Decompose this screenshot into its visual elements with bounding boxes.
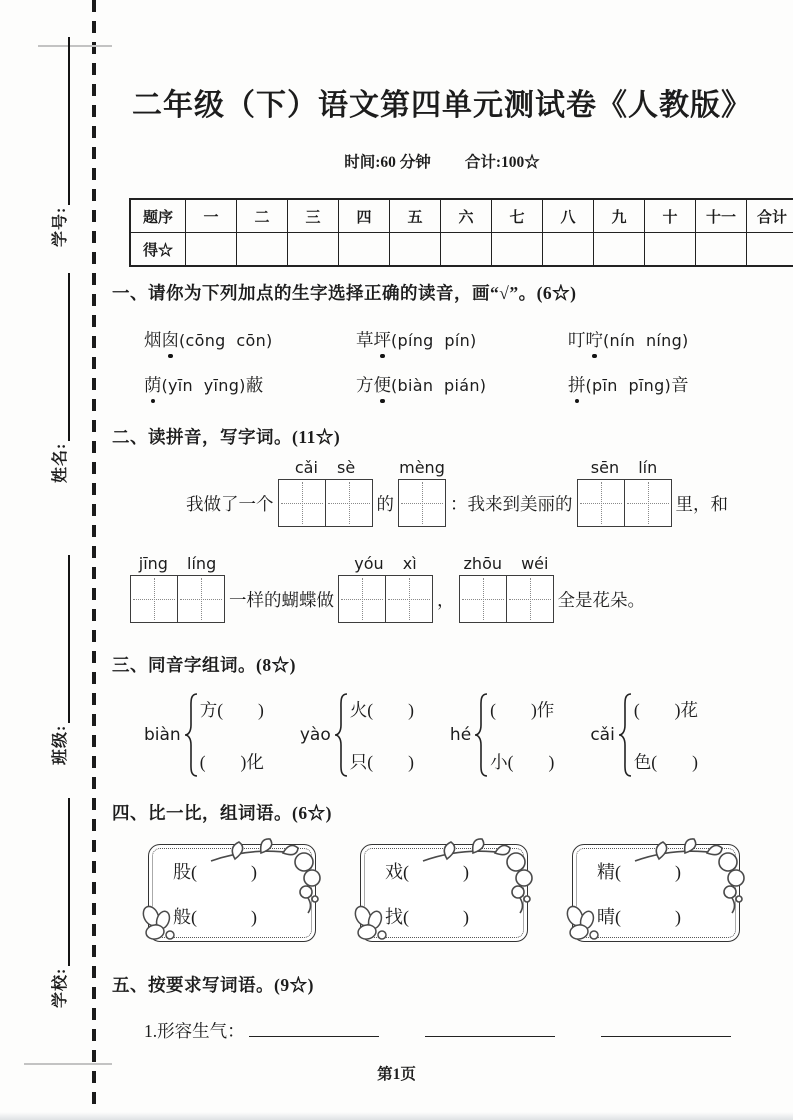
q1-word-suffix: 蔽 (245, 375, 264, 395)
score-table-col-header: 二 (237, 200, 288, 233)
writing-cell (624, 480, 671, 526)
writing-cell (385, 576, 432, 622)
q4-compare-box (572, 844, 740, 942)
score-label-cell: 得☆ (131, 233, 186, 266)
q1-word-prefix: 叮 (568, 330, 586, 350)
q1-dotted-char: 荫 (144, 375, 162, 395)
q1-word-item (144, 327, 356, 352)
q2-heading: 二、读拼音，写字词。(11☆) (112, 427, 341, 447)
score-table-col-header: 四 (339, 200, 390, 233)
margin-blank-student-name (49, 273, 70, 441)
margin-label-class: 班级: (52, 724, 69, 765)
q3-word-blank-bottom: 只( ) (349, 751, 414, 772)
q2-writing-grid (459, 575, 554, 623)
q4-heading: 四、比一比，组词语。(6☆) (112, 803, 332, 823)
q3-pinyin-label: hé (449, 725, 472, 745)
margin-field-school (44, 798, 70, 1008)
q3-word-blank-top: ( )花 (633, 699, 698, 720)
q4-compare-box (360, 844, 528, 942)
q4-word-blank-bottom: 找( ) (385, 907, 469, 927)
q1-pinyin-choices: (pīn pīng) (585, 376, 672, 395)
q2-sentence-text: ：我来到美丽的 (450, 494, 573, 514)
score-table-col-header: 十 (645, 200, 696, 233)
q2-writing-box-group (130, 554, 225, 623)
score-value-cell (237, 233, 288, 266)
exam-meta (108, 150, 776, 172)
q1-row (112, 327, 784, 352)
writing-cell (279, 480, 325, 526)
q2-pinyin-label: mèng (399, 458, 445, 477)
q5-heading: 五、按要求写词语。(9☆) (112, 975, 314, 995)
q3-homophone-group (590, 692, 698, 778)
q4-word-blank-bottom: 般( ) (173, 907, 257, 927)
q3-body (112, 692, 784, 778)
q1-word-item (568, 372, 780, 397)
q2-writing-box-group (338, 554, 433, 623)
q3-word-blanks (490, 697, 554, 774)
q2-pinyin-label: yóu xì (354, 554, 417, 573)
q2-writing-grid (577, 479, 672, 527)
q1-dotted-char: 囱 (161, 330, 179, 350)
score-value-cell (645, 233, 696, 266)
q4-word-blank-top: 戏( ) (385, 862, 469, 882)
q5-prompt-row (112, 1016, 784, 1043)
score-value-cell (747, 233, 793, 266)
q1-pinyin-choices: (píng pín) (391, 331, 477, 350)
q4-compare-box (148, 844, 316, 942)
q1-word-prefix: 草 (356, 330, 374, 350)
q3-pinyin-label: biàn (144, 725, 181, 745)
score-table-col-header: 七 (492, 200, 543, 233)
q2-pinyin-label: jīng líng (138, 554, 217, 573)
score-table-col-header: 九 (594, 200, 645, 233)
writing-cell (325, 480, 372, 526)
writing-cell (399, 480, 445, 526)
margin-field-student-name (44, 273, 70, 483)
q1-dotted-char: 便 (373, 375, 391, 395)
q3-word-blank-bottom: ( )化 (199, 751, 264, 772)
writing-cell (339, 576, 385, 622)
q4-word-blank-top: 股( ) (173, 862, 257, 882)
q3-word-blanks (634, 697, 698, 774)
q2-sentence-text: ， (437, 590, 455, 610)
q1-dotted-char: 拼 (568, 375, 586, 395)
brace-icon (333, 692, 349, 778)
score-value-cell (696, 233, 747, 266)
score-value-cell (441, 233, 492, 266)
margin-label-student-name: 姓名: (52, 442, 69, 483)
q3-homophone-group (144, 692, 264, 778)
writing-cell (177, 576, 224, 622)
writing-cell (506, 576, 553, 622)
score-table (130, 199, 793, 266)
margin-blank-student-id (49, 37, 70, 205)
score-table-col-header: 八 (543, 200, 594, 233)
score-table-col-header: 合计 (747, 200, 793, 233)
score-table-col-header: 五 (390, 200, 441, 233)
q1-word-prefix: 方 (356, 375, 374, 395)
q3-word-blanks (350, 697, 414, 774)
margin-label-student-id: 学号: (52, 206, 69, 247)
score-table-col-header: 十一 (696, 200, 747, 233)
score-table-col-header: 一 (186, 200, 237, 233)
score-value-cell (186, 233, 237, 266)
margin-field-student-id (44, 37, 70, 247)
q3-word-blank-top: 火( ) (349, 699, 414, 720)
q2-pinyin-label: sēn lín (590, 458, 658, 477)
q2-writing-box-group (398, 458, 446, 527)
page-bottom-edge (0, 1112, 793, 1120)
q3-pinyin-label: yào (299, 725, 331, 745)
q2-pinyin-label: zhōu wéi (463, 554, 549, 573)
q3-word-blank-top: ( )作 (490, 699, 555, 720)
score-table-corner: 题序 (131, 200, 186, 233)
q4-body (112, 844, 784, 942)
score-value-cell (288, 233, 339, 266)
q5-answer-blank (249, 1016, 379, 1037)
writing-cell (131, 576, 177, 622)
q2-writing-grid (338, 575, 433, 623)
margin-field-class (44, 555, 70, 765)
q1-dotted-char: 坪 (373, 330, 391, 350)
q2-sentence-text: 里，和 (675, 494, 728, 514)
q1-word-item (144, 372, 356, 397)
q3-homophone-group (450, 692, 554, 778)
brace-icon (473, 692, 489, 778)
q1-pinyin-choices: (yīn yīng) (161, 376, 246, 395)
q4-word-blank-top: 精( ) (597, 862, 681, 882)
brace-icon (617, 692, 633, 778)
score-value-cell (390, 233, 441, 266)
q3-word-blank-bottom: 小( ) (490, 751, 555, 772)
score-value-cell (492, 233, 543, 266)
margin-blank-school (49, 798, 70, 966)
q2-sentence-text: 全是花朵。 (557, 590, 645, 610)
score-table-col-header: 六 (441, 200, 492, 233)
q5-answer-blank (425, 1016, 555, 1037)
page-number: 第1页 (377, 1066, 416, 1083)
q1-word-suffix: 音 (671, 375, 689, 395)
q1-dotted-char: 咛 (585, 330, 603, 350)
time-limit-label: 时间:60 分钟 (344, 154, 431, 171)
q1-pinyin-choices: (nín níng) (603, 331, 689, 350)
total-score-label: 合计:100☆ (464, 154, 540, 171)
q1-word-prefix: 烟 (144, 330, 162, 350)
q3-word-blank-bottom: 色( ) (633, 751, 698, 772)
writing-cell (578, 480, 624, 526)
q4-word-blank-bottom: 晴( ) (597, 907, 681, 927)
q2-writing-grid (398, 479, 446, 527)
brace-icon (183, 692, 199, 778)
writing-cell (460, 576, 506, 622)
q5-answer-blank (601, 1016, 731, 1037)
q1-row (112, 372, 784, 397)
q1-pinyin-choices: (biàn pián) (391, 376, 487, 395)
q2-sentence-text: 的 (376, 494, 394, 514)
q2-sentence-line (112, 458, 784, 527)
q1-heading: 一、请你为下列加点的生字选择正确的读音，画“√”。(6☆) (112, 283, 577, 303)
q3-pinyin-label: cǎi (590, 725, 615, 745)
score-table-score-row (131, 233, 793, 266)
page-title: 二年级（下）语文第四单元测试卷《人教版》 (132, 89, 752, 122)
q2-writing-box-group (459, 554, 554, 623)
score-value-cell (594, 233, 645, 266)
q2-sentence-text: 一样的蝴蝶做 (229, 590, 334, 610)
q2-pinyin-label: cǎi sè (294, 458, 356, 477)
q2-writing-grid (278, 479, 373, 527)
q5-prompt-label: 1.形容生气： (144, 1021, 245, 1041)
score-table-header-row (131, 200, 793, 233)
q1-word-item (356, 372, 568, 397)
q3-homophone-group (300, 692, 414, 778)
score-value-cell (543, 233, 594, 266)
q3-heading: 三、同音字组词。(8☆) (112, 655, 296, 675)
q1-pinyin-choices: (cōng cōn) (179, 331, 273, 350)
score-value-cell (339, 233, 390, 266)
q2-sentence-line (112, 554, 784, 623)
score-table-col-header: 三 (288, 200, 339, 233)
margin-blank-class (49, 555, 70, 723)
margin-label-school: 学校: (52, 967, 69, 1008)
q1-word-item (356, 327, 568, 352)
q1-word-item (568, 327, 780, 352)
q3-word-blank-top: 方( ) (199, 699, 264, 720)
q3-word-blanks (200, 697, 264, 774)
q2-writing-box-group (577, 458, 672, 527)
q2-writing-box-group (278, 458, 373, 527)
seal-dashed-line (92, 0, 96, 1120)
q2-writing-grid (130, 575, 225, 623)
q2-sentence-text: 我做了一个 (186, 494, 274, 514)
